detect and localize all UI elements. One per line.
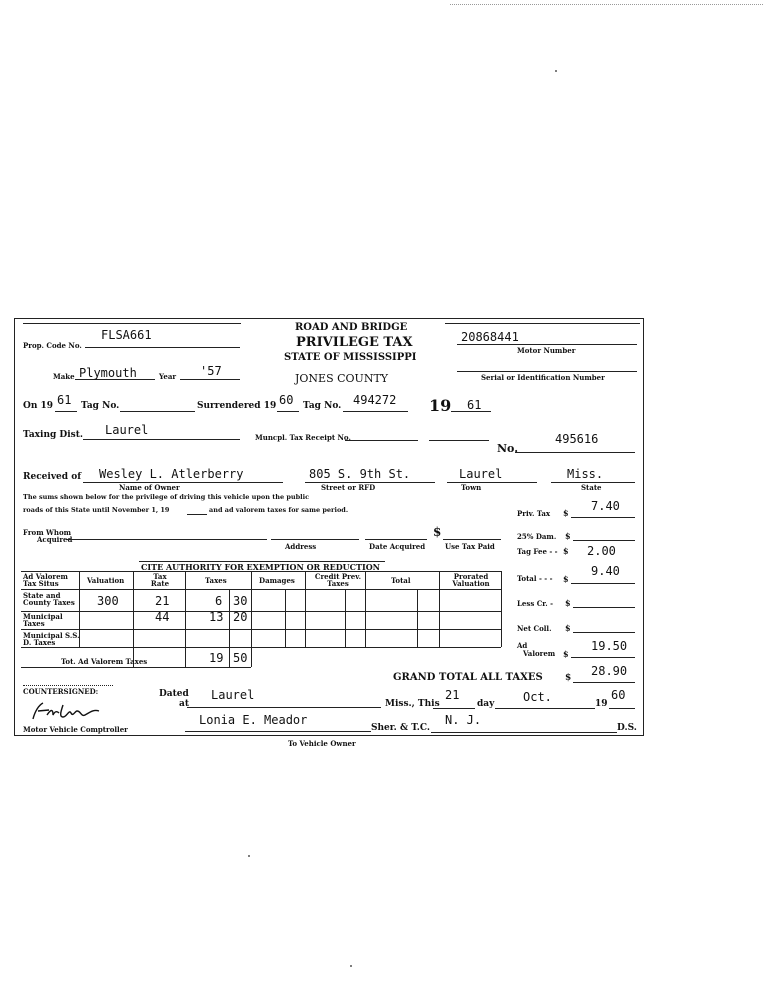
- th-prorated: Prorated Valuation: [452, 572, 490, 588]
- ds-label: D.S.: [617, 723, 637, 733]
- tag-no-line: [120, 403, 195, 412]
- body-year-line: [187, 504, 207, 515]
- header-road-bridge: ROAD AND BRIDGE: [295, 322, 408, 333]
- table-col-cents: [229, 589, 230, 667]
- total-row-dollars: 19: [209, 651, 224, 665]
- total-row-cents: 50: [233, 651, 248, 665]
- prop-code-label: Prop. Code No.: [23, 341, 82, 350]
- top-rule-center: [263, 318, 423, 319]
- countersigned-label: COUNTERSIGNED:: [23, 687, 99, 696]
- deputy-value: N. J.: [445, 713, 482, 727]
- header-county: JONES COUNTY: [295, 372, 389, 385]
- ad-valorem-dollar: $: [563, 649, 569, 659]
- day-label: day: [477, 699, 495, 709]
- tag-fee-value: 2.00: [587, 544, 616, 558]
- less-cr-dollar: $: [565, 598, 571, 608]
- table-col-total: [365, 571, 366, 647]
- table-row1-rule: [21, 611, 501, 612]
- th-taxes: Taxes: [205, 576, 227, 585]
- th-credit: Credit Prev. Taxes: [314, 572, 362, 588]
- street-value: 805 S. 9th St.: [309, 467, 411, 481]
- dated-year-value: 60: [611, 688, 626, 702]
- row-municipal-label: Municipal Taxes: [23, 612, 63, 628]
- row-municipal-ssd-label: Municipal S.S. D. Taxes: [23, 631, 80, 647]
- body-text-line2a: roads of this State until November 1, 19: [23, 506, 170, 514]
- date-acquired-line: [365, 531, 427, 540]
- countersigned-dash: [23, 685, 113, 686]
- dam-line: [573, 532, 635, 541]
- tag-no2-label: Tag No.: [303, 401, 342, 411]
- received-of-label: Received of: [23, 472, 82, 482]
- row-state-county-dollars: 6: [215, 594, 223, 608]
- taxing-dist-value: Laurel: [105, 423, 149, 437]
- street-label: Street or RFD: [321, 483, 376, 492]
- tag-fee-label: Tag Fee - -: [517, 547, 558, 556]
- net-coll-line: [573, 624, 635, 633]
- table-col-credit: [305, 571, 306, 647]
- sheriff-label: Sher. & T.C.: [371, 723, 431, 733]
- dated-label: Dated: [159, 689, 189, 699]
- th-valuation: Valuation: [87, 576, 125, 585]
- ad-valorem-label1: Ad: [517, 641, 528, 650]
- dam-dollar: $: [565, 531, 571, 541]
- motor-number-value: 20868441: [461, 330, 519, 344]
- state-label: State: [581, 483, 602, 492]
- tag-no2-value: 494272: [353, 393, 397, 407]
- header-privilege-tax: PRIVILEGE TAX: [296, 335, 413, 350]
- grand-total-dollar: $: [565, 673, 572, 683]
- tag-no-label: Tag No.: [81, 401, 120, 411]
- comptroller-signature: [29, 699, 109, 723]
- net-coll-label: Net Coll.: [517, 624, 552, 633]
- municipal-receipt-line2: [429, 432, 489, 441]
- less-cr-label: Less Cr. -: [517, 599, 554, 608]
- surrendered-value: 60: [279, 393, 294, 407]
- table-title-rule: [21, 571, 501, 572]
- year-big-prefix: 19: [429, 396, 452, 415]
- surrendered-label: Surrendered 19: [197, 401, 277, 411]
- footer-to-vehicle-owner: To Vehicle Owner: [288, 739, 356, 748]
- date-acquired-label: Date Acquired: [369, 542, 426, 551]
- header-state: STATE OF MISSISSIPPI: [284, 352, 417, 363]
- top-dotted-edge: [450, 4, 763, 5]
- taxing-dist-label: Taxing Dist.: [23, 430, 84, 440]
- table-row2-rule: [21, 629, 501, 630]
- th-rate: Tax Rate: [150, 572, 170, 588]
- priv-tax-value: 7.40: [591, 499, 620, 513]
- municipal-receipt-line: [345, 432, 418, 441]
- use-tax-line: [443, 531, 501, 540]
- table-top-rule: [139, 561, 385, 562]
- acquired-label: Acquired: [37, 535, 73, 544]
- serial-line: [457, 363, 637, 372]
- row-state-county-valuation: 300: [97, 594, 119, 608]
- from-whom-label: From Whom: [23, 528, 72, 537]
- tax-receipt-form: [14, 318, 644, 736]
- table-header-rule: [21, 589, 501, 590]
- ad-valorem-value: 19.50: [591, 639, 628, 653]
- total-label: Total - - -: [517, 574, 553, 583]
- total-row-label: Tot. Ad Valorem Taxes: [61, 657, 148, 666]
- make-label: Make: [53, 372, 75, 381]
- from-whom-line: [67, 531, 267, 540]
- miss-this-label: Miss., This: [385, 699, 440, 709]
- th-situs: Ad Valorem Tax Situs: [23, 572, 68, 588]
- row-state-county-cents: 30: [233, 594, 248, 608]
- table-col-rate: [133, 571, 134, 667]
- dated-place-value: Laurel: [211, 688, 255, 702]
- on-value: 61: [57, 393, 72, 407]
- year-big-value: 61: [467, 398, 482, 412]
- row-municipal-cents: 20: [233, 610, 248, 624]
- priv-tax-label: Priv. Tax: [517, 509, 551, 518]
- net-coll-dollar: $: [565, 623, 571, 633]
- prop-code-value: FLSA661: [101, 328, 152, 342]
- year-prefix-label: 19: [595, 699, 608, 709]
- table-col-total-cents: [417, 589, 418, 647]
- tag-fee-dollar: $: [563, 546, 569, 556]
- priv-tax-dollar: $: [563, 508, 569, 518]
- table-col-end: [501, 571, 502, 647]
- receipt-no-value: 495616: [555, 432, 599, 446]
- row-state-county-label: State and County Taxes: [23, 591, 75, 607]
- owner-name-value: Wesley L. Atlerberry: [99, 467, 244, 481]
- sheriff-name: Lonia E. Meador: [199, 713, 308, 727]
- scan-speck: [555, 70, 557, 72]
- table-col-damages-cents: [285, 589, 286, 647]
- state-value: Miss.: [567, 467, 604, 481]
- motor-number-line: [457, 336, 637, 345]
- address-line: [271, 531, 359, 540]
- owner-name-label: Name of Owner: [119, 483, 180, 492]
- dated-at-label: at: [179, 699, 189, 709]
- grand-total-label: GRAND TOTAL ALL TAXES: [393, 672, 543, 683]
- body-text-line1: The sums shown below for the privilege of driving this vehicle upon the public: [23, 493, 310, 501]
- year-label: Year: [159, 372, 177, 381]
- receipt-no-label: No.: [497, 442, 519, 455]
- day-value: 21: [445, 688, 460, 702]
- year-value: '57: [200, 364, 222, 378]
- motor-number-label: Motor Number: [517, 346, 576, 355]
- dam-label: 25% Dam.: [517, 532, 557, 541]
- address-label: Address: [285, 542, 317, 551]
- body-text-line2b: and ad valorem taxes for same period.: [209, 506, 349, 514]
- comptroller-title: Motor Vehicle Comptroller: [23, 725, 128, 734]
- table-title: CITE AUTHORITY FOR EXEMPTION OR REDUCTION: [141, 562, 380, 572]
- row-municipal-rate: 44: [155, 610, 170, 624]
- use-tax-dollar: $: [433, 525, 442, 539]
- scan-speck: [248, 855, 250, 857]
- serial-label: Serial or Identification Number: [481, 373, 605, 382]
- top-rule-left: [23, 323, 241, 324]
- th-total: Total: [391, 576, 411, 585]
- table-col-credit-cents: [345, 589, 346, 647]
- town-label: Town: [461, 483, 482, 492]
- th-damages: Damages: [259, 576, 295, 585]
- total-dollar: $: [563, 574, 569, 584]
- ad-valorem-label2: Valorem: [523, 649, 556, 658]
- table-total-rule: [21, 667, 251, 668]
- table-col-damages: [251, 571, 252, 667]
- town-value: Laurel: [459, 467, 503, 481]
- total-value: 9.40: [591, 564, 620, 578]
- municipal-receipt-label: Muncpl. Tax Receipt No.: [255, 433, 351, 442]
- use-tax-label: Use Tax Paid: [445, 542, 495, 551]
- table-col-taxes: [185, 571, 186, 667]
- top-rule-right: [445, 323, 640, 324]
- scan-speck: [350, 965, 352, 967]
- table-row3-rule: [21, 647, 501, 648]
- month-value: Oct.: [523, 690, 552, 704]
- on-label: On 19: [23, 401, 54, 411]
- row-municipal-dollars: 13: [209, 610, 224, 624]
- grand-total-value: 28.90: [591, 664, 628, 678]
- row-state-county-rate: 21: [155, 594, 170, 608]
- less-cr-line: [573, 599, 635, 608]
- table-col-prorated: [439, 571, 440, 647]
- make-value: Plymouth: [79, 366, 137, 380]
